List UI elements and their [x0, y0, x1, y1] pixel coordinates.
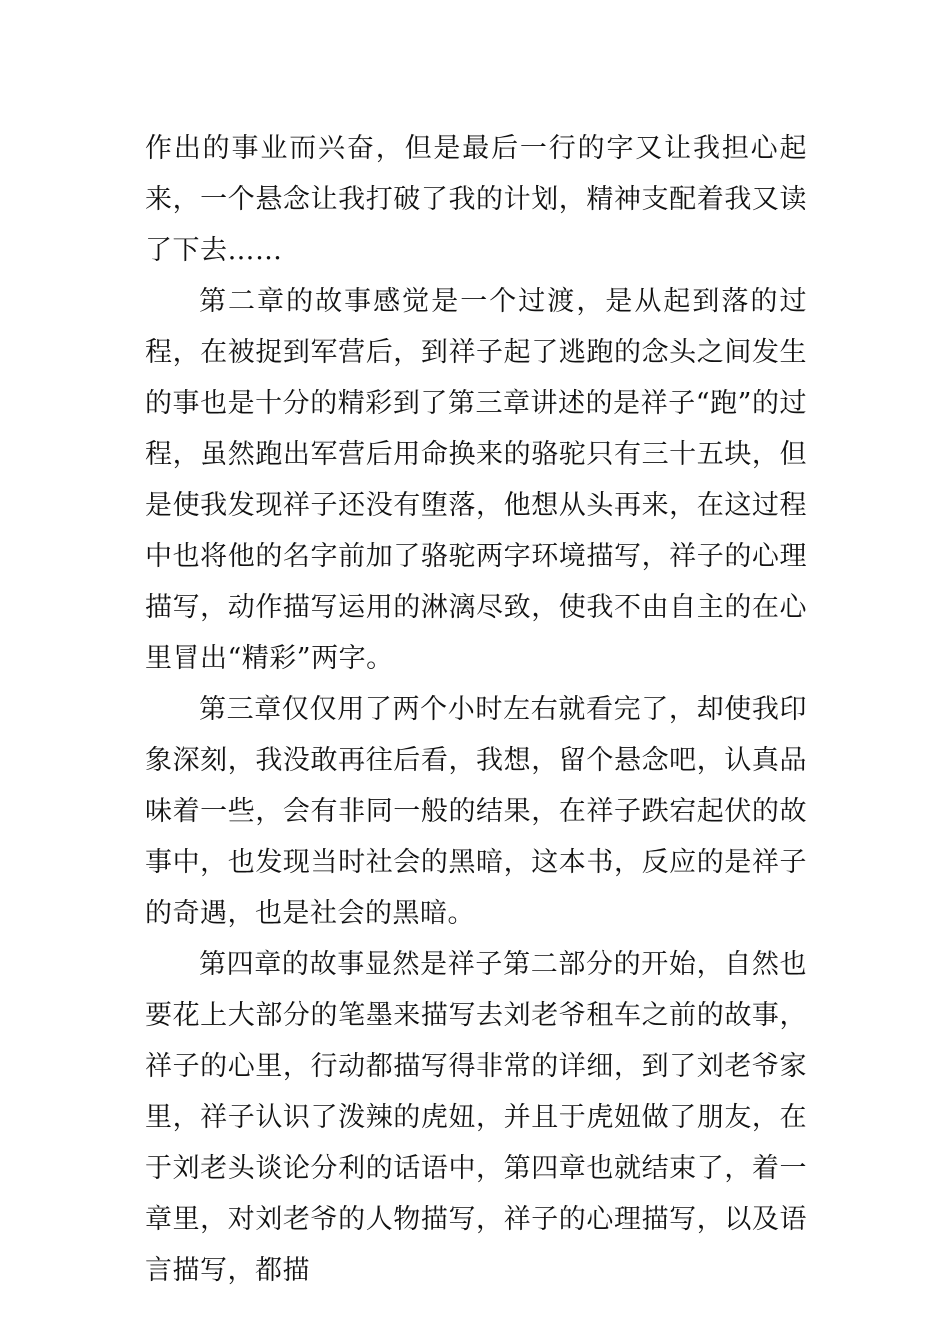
paragraph-chapter-four: 第四章的故事显然是祥子第二部分的开始，自然也要花上大部分的笔墨来描写去刘老爷租车之前的故事，祥子的心里，行动都描写得非常的详细，到了刘老爷家里，祥子认识了泼辣的虎妞，并且于虎妞做了朋友，在于刘老头谈论分利的话语中，第四章也就结束了，着一章里，对刘老爷的人物描写，祥子的心理描写，以及语言描写，都描 [145, 949, 807, 1286]
document-body [145, 123, 807, 1296]
paragraph-chapter-three: 第三章仅仅用了两个小时左右就看完了，却使我印象深刻，我没敢再往后看，我想，留个悬念吧，认真品味着一些，会有非同一般的结果，在祥子跌宕起伏的故事中，也发现当时社会的黑暗，这本书，反应的是祥子的奇遇，也是社会的黑暗。 [145, 694, 807, 929]
paragraph-continuation: 作出的事业而兴奋，但是最后一行的字又让我担心起来，一个悬念让我打破了我的计划，精神支配着我又读了下去…… [145, 133, 807, 266]
paragraph-chapter-two: 第二章的故事感觉是一个过渡，是从起到落的过程，在被捉到军营后，到祥子起了逃跑的念头之间发生的事也是十分的精彩到了第三章讲述的是祥子“跑”的过程，虽然跑出军营后用命换来的骆驼只有三十五块，但是使我发现祥子还没有堕落，他想从头再来，在这过程中也将他的名字前加了骆驼两字环境描写，祥子的心理描写，动作描写运用的淋漓尽致，使我不由自主的在心里冒出“精彩”两字。 [145, 286, 807, 674]
